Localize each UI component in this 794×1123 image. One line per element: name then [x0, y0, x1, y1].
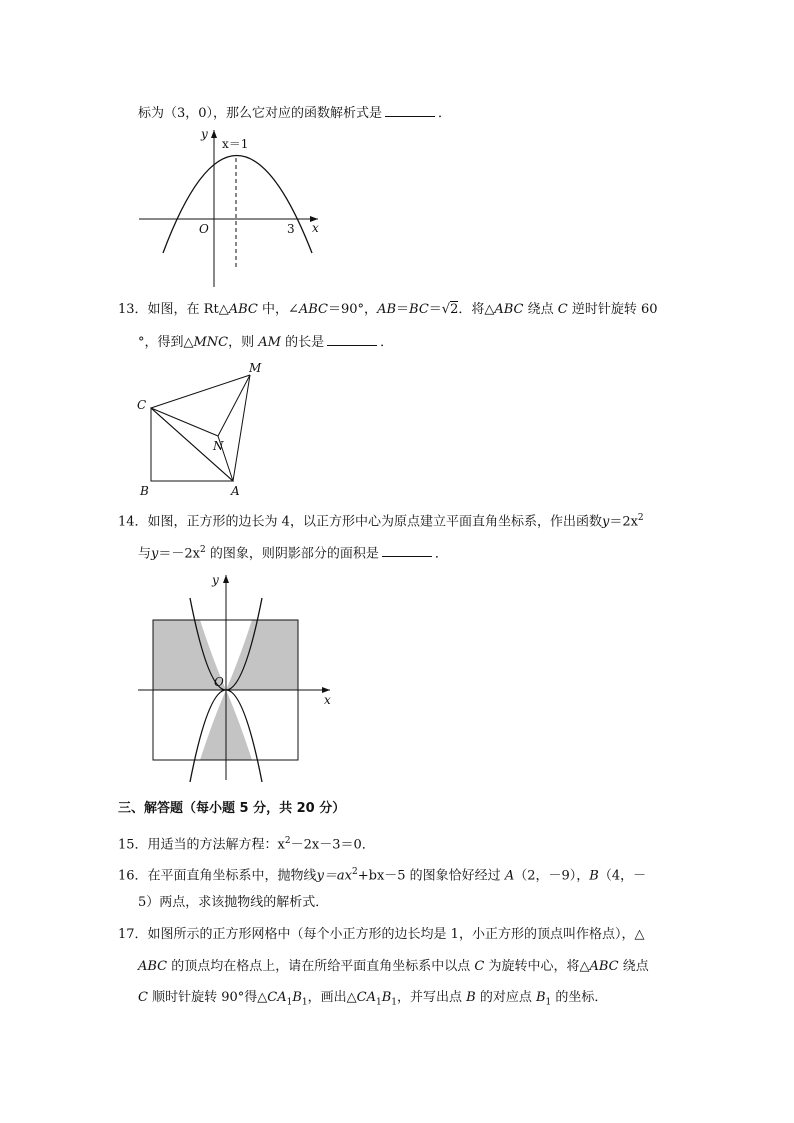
q14-shade-upper-right [226, 620, 298, 690]
q17-line3: C 顺时针旋转 90°得$\triangle CA_1B_1$，画出$\triangle CA_1B_1$，并写出点 B 的对应点 $B_1$ 的坐标． [138, 990, 608, 1008]
q17-line2: ABC 的顶点均在格点上，请在所给平面直角坐标系中以点 C 为旋转中心，将△ABC 绕点 [138, 959, 649, 974]
q17-line1: 17．如图所示的正方形网格中（每个小正方形的边长均是 1，小正方形的顶点叫作格点），△ [118, 927, 645, 942]
q12-root-label: 3 [287, 222, 295, 236]
q13-label-a: A [231, 484, 240, 498]
q14-y-arrow [223, 575, 229, 583]
q12-tail-line: 标为（3，0），那么它对应的函数解析式是 ． [138, 102, 451, 124]
q13-label-b: B [140, 484, 149, 498]
q14-origin-label: O [214, 675, 224, 689]
q14-line1: 14．如图，正方形的边长为 4，以正方形中心为原点建立平面直角坐标系，作出函数$y=2x^2$ [118, 513, 644, 530]
q13-label-m: M [249, 361, 262, 375]
sqrt-symbol: √ [441, 302, 451, 317]
q12-x-label: x [312, 221, 319, 235]
q12-origin-label: O [199, 222, 209, 236]
q14-line2: 与$y=-2x^2$ 的图象，则阴影部分的面积是 ． [138, 540, 448, 564]
q13-label-n: N [213, 439, 224, 453]
q16-line1: 16．在平面直角坐标系中，抛物线$y=ax^2+bx-5$ 的图象恰好经过 A（2，－9），B（4，－ [118, 867, 647, 884]
q16-line2: 5）两点，求该抛物线的解析式． [138, 895, 329, 910]
q15-line: 15．用适当的方法解方程：$x^2-2x-3=0$． [118, 836, 375, 853]
q12-y-label: y [201, 127, 208, 141]
q13-line1: 13．如图，在 Rt△ABC 中，∠ABC＝90°，AB＝BC＝√2．将△ABC 绕点 C 逆时针旋转 60 [118, 302, 658, 317]
q13-line2: °，得到△MNC，则 AM 的长是 ． [138, 331, 393, 353]
q14-y-label: y [212, 573, 219, 587]
q12-tail-text: 标为（3，0），那么它对应的函数解析式是 [138, 106, 383, 121]
q13-label-c: C [137, 398, 147, 412]
section-3-heading: 三、解答题（每小题 5 分，共 20 分） [118, 801, 346, 816]
q14-x-label: x [324, 693, 331, 707]
q12-symmetry-label: x＝1 [222, 137, 249, 151]
